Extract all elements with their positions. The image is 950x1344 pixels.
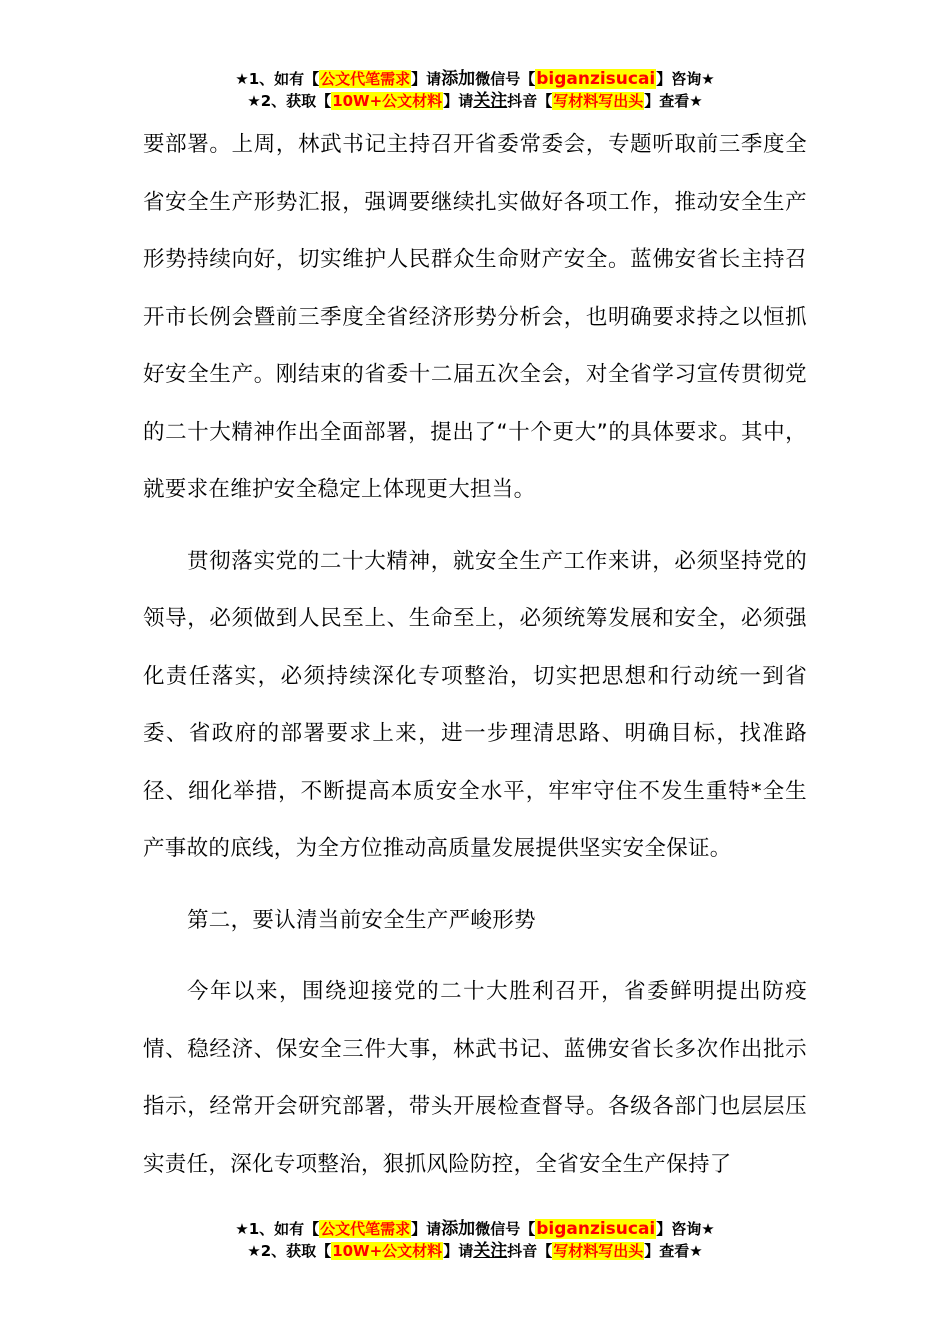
promo-text: ★1、如有【 — [235, 70, 320, 88]
promo-text: 抖音【 — [507, 1242, 553, 1260]
promo-text: 微信号【 — [475, 1220, 536, 1238]
promo-text: 】请 — [411, 70, 442, 88]
footer-promo-line-2 — [0, 1240, 950, 1262]
promo-highlight-service: 公文代笔需求 — [320, 1220, 411, 1238]
body-paragraph-1: 要部署。上周，林武书记主持召开省委常委会，专题听取前三季度全省安全生产形势汇报，强调要继续扎实做好各项工作，推动安全生产形势持续向好，切实维护人民群众生命财产安全。蓝佛安省长主持召开市长例会暨前三季度全省经济形势分析会，也明确要求持之以恒抓好安全生产。刚结束的省委十二届五次全会，对全省学习宣传贯彻党的二十大精神作出全面部署，提出了“十个更大”的具体要求。其中，就要求在维护安全稳定上体现更大担当。 — [143, 132, 807, 502]
promo-text: 抖音【 — [507, 92, 553, 110]
promo-highlight-materials: 10W+公文材料 — [332, 92, 443, 110]
promo-text: ★2、获取【 — [247, 92, 332, 110]
promo-text: 】咨询★ — [656, 1220, 715, 1238]
document-body — [143, 116, 807, 1193]
body-paragraph-3: 今年以来，围绕迎接党的二十大胜利召开，省委鲜明提出防疫情、稳经济、保安全三件大事，林武书记、蓝佛安省长多次作出批示指示，经常开会研究部署，带头开展检查督导。各级各部门也层层压实责任，深化专项整治，狠抓风险防控，全省安全生产保持了 — [143, 979, 807, 1177]
header-promo — [0, 68, 950, 112]
promo-emphasis: 添加 — [441, 69, 476, 89]
promo-highlight-douyin: 写材料写出头 — [553, 92, 644, 110]
promo-text: 】咨询★ — [656, 70, 715, 88]
promo-text: ★2、获取【 — [247, 1242, 332, 1260]
promo-text: 】查看★ — [644, 92, 703, 110]
footer-promo-line-1 — [0, 1218, 950, 1240]
promo-emphasis: 关注 — [473, 1241, 508, 1261]
footer-promo — [0, 1218, 950, 1262]
promo-highlight-service: 公文代笔需求 — [320, 70, 411, 88]
promo-text: ★1、如有【 — [235, 1220, 320, 1238]
promo-text: 】请 — [443, 92, 474, 110]
header-promo-line-2 — [0, 90, 950, 112]
promo-text: 】查看★ — [644, 1242, 703, 1260]
promo-highlight-wechat-id: biganzisucai — [536, 1219, 656, 1239]
promo-emphasis: 添加 — [441, 1219, 476, 1239]
promo-highlight-materials: 10W+公文材料 — [332, 1242, 443, 1260]
promo-text: 】请 — [411, 1220, 442, 1238]
promo-text: 】请 — [443, 1242, 474, 1260]
promo-highlight-douyin: 写材料写出头 — [553, 1242, 644, 1260]
section-heading: 第二，要认清当前安全生产严峻形势 — [187, 907, 536, 933]
body-paragraph-2: 贯彻落实党的二十大精神，就安全生产工作来讲，必须坚持党的领导，必须做到人民至上、生命至上，必须统筹发展和安全，必须强化责任落实，必须持续深化专项整治，切实把思想和行动统一到省委、省政府的部署要求上来，进一步理清思路、明确目标，找准路径、细化举措，不断提高本质安全水平，牢牢守住不发生重特*全生产事故的底线，为全方位推动高质量发展提供坚实安全保证。 — [143, 548, 807, 861]
header-promo-line-1 — [0, 68, 950, 90]
promo-emphasis: 关注 — [473, 91, 508, 111]
promo-highlight-wechat-id: biganzisucai — [536, 69, 656, 89]
promo-text: 微信号【 — [475, 70, 536, 88]
